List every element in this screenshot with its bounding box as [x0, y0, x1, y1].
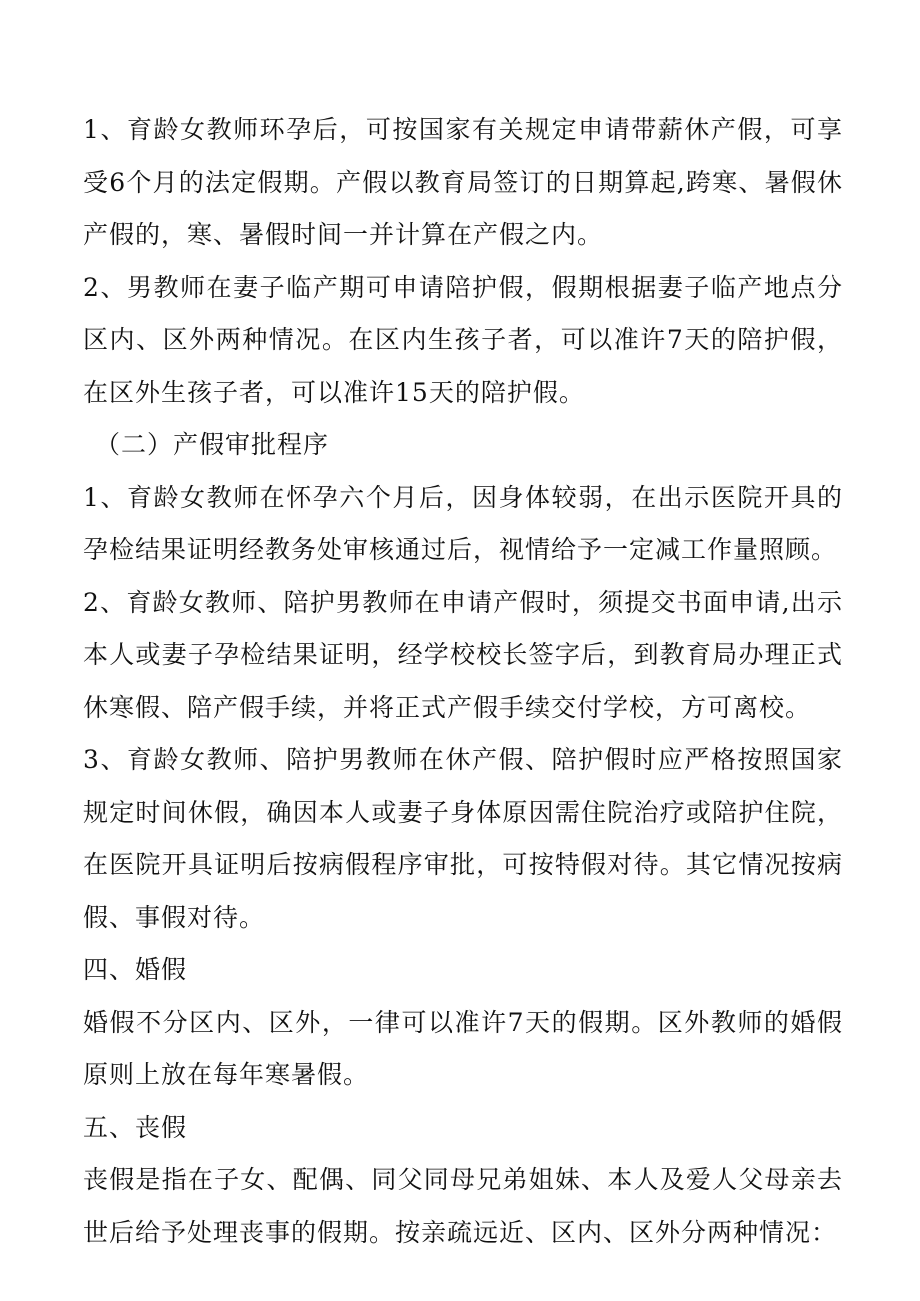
paragraph-maternity-leave-1: 1、育龄女教师环孕后，可按国家有关规定申请带薪休产假，可享受6个月的法定假期。产假以教育局签订的日期算起,跨寒、暑假休产假的，寒、暑假时间一并计算在产假之内。 — [83, 115, 843, 249]
paragraph-approval-3: 3、育龄女教师、陪护男教师在休产假、陪护假时应严格按照国家规定时间休假，确因本人或妻子身体原因需住院治疗或陪护住院，在医院开具证明后按病假程序审批，可按特假对待。其它情况按病假、事假对待。 — [83, 745, 843, 932]
paragraph-funeral-leave: 丧假是指在子女、配偶、同父同母兄弟姐妹、本人及爱人父母亲去世后给予处理丧事的假期。按亲疏远近、区内、区外分两种情况： — [83, 1165, 843, 1247]
heading-marriage-leave: 四、婚假 — [83, 955, 188, 984]
document-body — [83, 104, 843, 1259]
paragraph-paternity-leave-2: 2、男教师在妻子临产期可申请陪护假，假期根据妻子临产地点分区内、区外两种情况。在区内生孩子者，可以准许7天的陪护假，在区外生孩子者，可以准许15天的陪护假。 — [83, 272, 843, 407]
paragraph-approval-1: 1、育龄女教师在怀孕六个月后，因身体较弱，在出示医院开具的孕检结果证明经教务处审核通过后，视情给予一定减工作量照顾。 — [83, 482, 843, 564]
paragraph-approval-2: 2、育龄女教师、陪护男教师在申请产假时，须提交书面申请,出示本人或妻子孕检结果证明，经学校校长签字后，到教育局办理正式休寒假、陪产假手续，并将正式产假手续交付学校，方可离校。 — [83, 587, 843, 722]
heading-funeral-leave: 五、丧假 — [83, 1112, 188, 1142]
subheading-maternity-approval: （二）产假审批程序 — [95, 430, 330, 459]
paragraph-marriage-leave: 婚假不分区内、区外，一律可以准许7天的假期。区外教师的婚假原则上放在每年寒暑假。 — [83, 1007, 843, 1089]
